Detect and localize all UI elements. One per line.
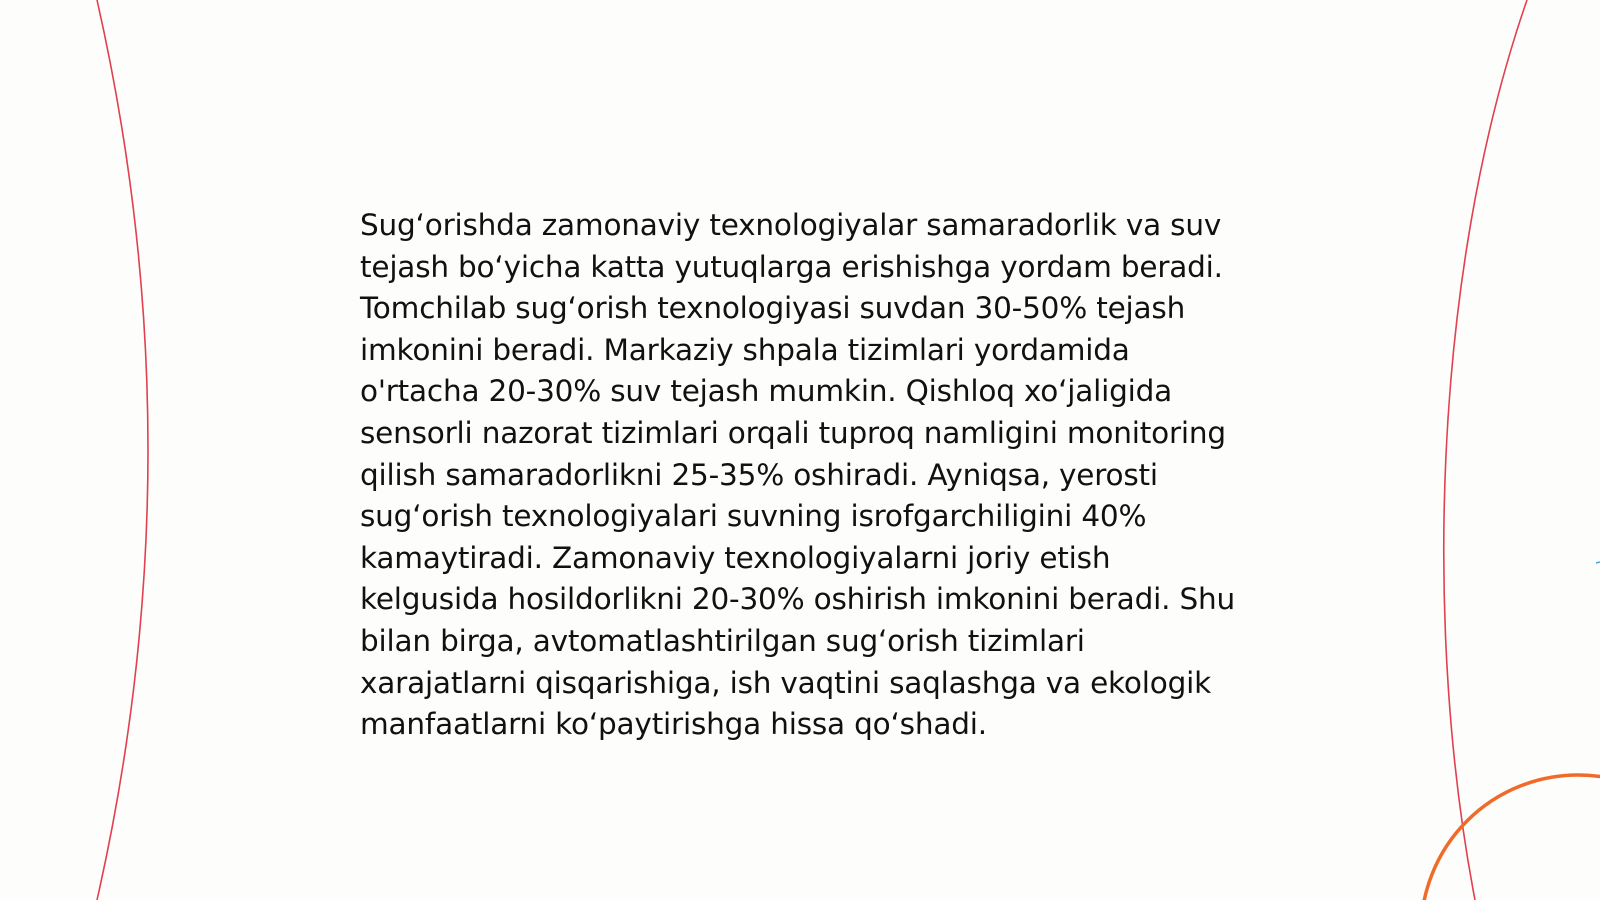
right-curve-line <box>1444 0 1527 900</box>
corner-orange-arc <box>1421 775 1600 900</box>
slide-body-text: Sug‘orishda zamonaviy texnologiyalar samaradorlik va suv tejash bo‘yicha katta yutuqlarga erishishga yordam beradi. Tomchilab sug‘orish texnologiyasi suvdan 30-50% tejash imkonini beradi. Markaziy shpala tizimlari yordamida o'rtacha 20-30% suv tejash mumkin. Qishloq xo‘jaligida sensorli nazorat tizimlari orqali tuproq namligini monitoring qilish samaradorlikni 25-35% oshiradi. Ayniqsa, yerosti sug‘orish texnologiyalari suvning isrofgarchiligini 40% kamaytiradi. Zamonaviy texnologiyalarni joriy etish kelgusida hosildorlikni 20-30% oshirish imkonini beradi. Shu bilan birga, avtomatlashtirilgan sug‘orish tizimlari xarajatlarni qisqarishiga, ish vaqtini saqlashga va ekologik manfaatlarni ko‘paytirishga hissa qo‘shadi. <box>360 208 1235 742</box>
edge-blue-tick <box>1596 562 1600 563</box>
left-curve-line <box>97 0 148 900</box>
